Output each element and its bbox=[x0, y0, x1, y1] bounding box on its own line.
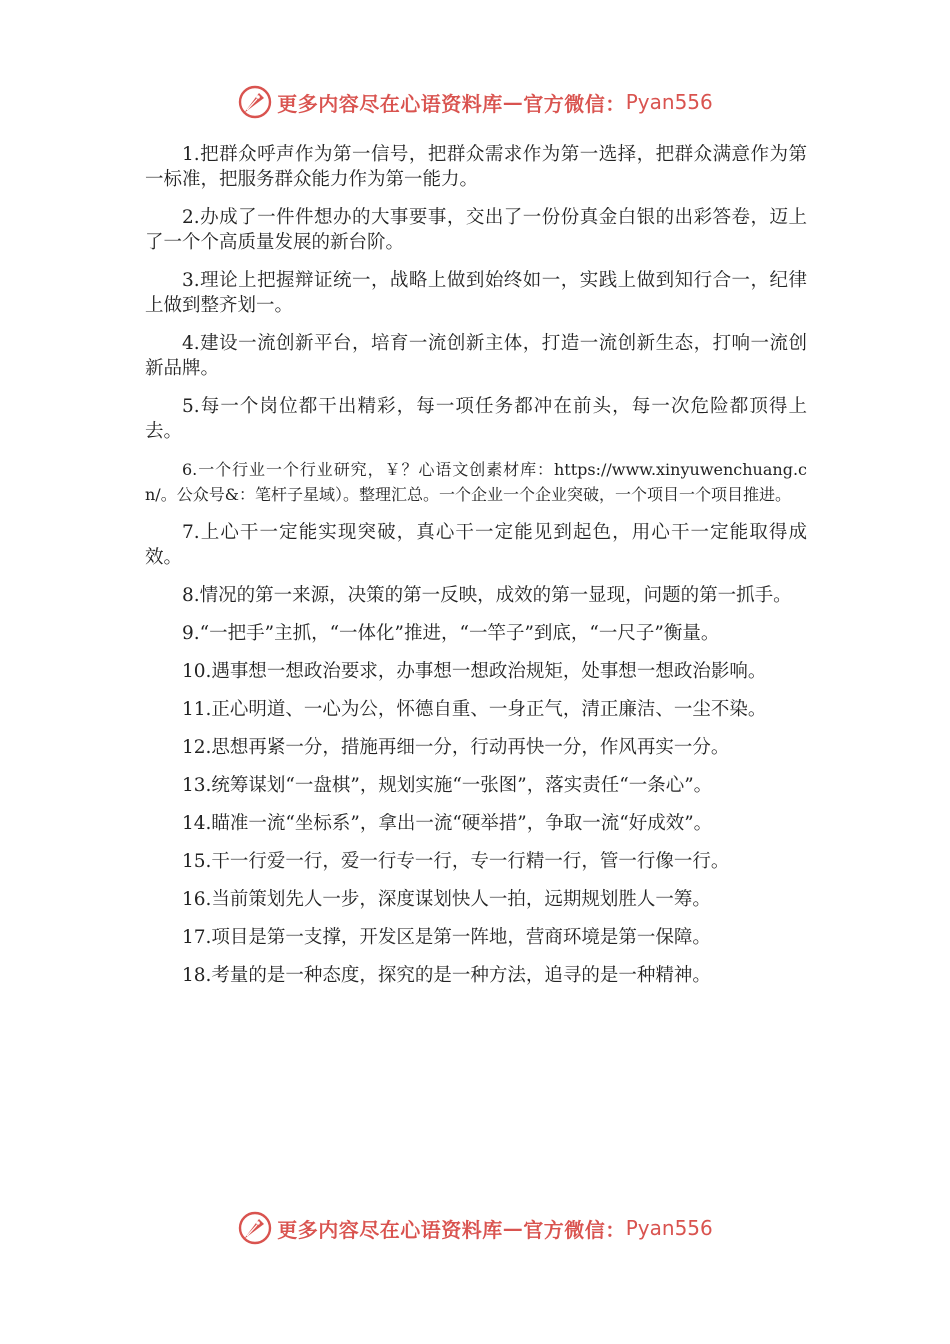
list-item: 18.考量的是一种态度，探究的是一种方法，追寻的是一种精神。 bbox=[182, 965, 711, 986]
list-item: 17.项目是第一支撑，开发区是第一阵地，营商环境是第一保障。 bbox=[182, 927, 711, 948]
list-item: 10.遇事想一想政治要求，办事想一想政治规矩，处事想一想政治影响。 bbox=[182, 661, 767, 682]
list-item: 9.“一把手”主抓，“一体化”推进，“一竿子”到底，“一尺子”衡量。 bbox=[182, 623, 720, 644]
list-item: 8.情况的第一来源，决策的第一反映，成效的第一显现，问题的第一抓手。 bbox=[182, 585, 792, 606]
footer-contact-label: 官方微信： bbox=[523, 1217, 626, 1242]
header-brand-text: 更多内容尽在心语资料库 bbox=[277, 91, 503, 116]
list-item: 6.一个行业一个行业研究，￥？心语文创素材库：https://www.xinyuwenchuang.cn/。公众号&：笔杆子星域）。整理汇总。一个企业一个企业突破，一个项目一个项目推进。 bbox=[145, 460, 807, 504]
list-item: 7.上心干一定能实现突破，真心干一定能见到起色，用心干一定能取得成效。 bbox=[145, 522, 807, 568]
list-item: 1.把群众呼声作为第一信号，把群众需求作为第一选择，把群众满意作为第一标准，把服务群众能力作为第一能力。 bbox=[145, 144, 807, 190]
list-item: 3.理论上把握辩证统一，战略上做到始终如一，实践上做到知行合一，纪律上做到整齐划一。 bbox=[145, 270, 807, 316]
list-item: 14.瞄准一流“坐标系”，拿出一流“硬举措”，争取一流“好成效”。 bbox=[182, 813, 713, 834]
footer-contact-id: Pyan556 bbox=[625, 1216, 713, 1240]
list-item: 13.统筹谋划“一盘棋”，规划实施“一张图”，落实责任“一条心”。 bbox=[182, 775, 713, 796]
header-contact-label: 官方微信： bbox=[523, 91, 626, 116]
header-contact-id: Pyan556 bbox=[625, 90, 713, 114]
list-item: 12.思想再紧一分，措施再细一分，行动再快一分，作风再实一分。 bbox=[182, 737, 730, 758]
footer-banner bbox=[0, 1208, 950, 1248]
list-item: 15.干一行爱一行，爱一行专一行，专一行精一行，管一行像一行。 bbox=[182, 851, 730, 872]
footer-dash: — bbox=[502, 1216, 524, 1240]
list-item: 2.办成了一件件想办的大事要事，交出了一份份真金白银的出彩答卷，迈上了一个个高质量发展的新台阶。 bbox=[145, 207, 807, 253]
header-banner bbox=[0, 82, 950, 122]
list-item: 4.建设一流创新平台，培育一流创新主体，打造一流创新生态，打响一流创新品牌。 bbox=[145, 333, 807, 379]
document-body bbox=[145, 142, 807, 1001]
list-item: 11.正心明道、一心为公，怀德自重、一身正气，清正廉洁、一尘不染。 bbox=[182, 699, 767, 720]
list-item: 5.每一个岗位都干出精彩，每一项任务都冲在前头，每一次危险都顶得上去。 bbox=[145, 396, 807, 442]
pen-nib-logo-icon bbox=[237, 84, 273, 120]
footer-brand-text: 更多内容尽在心语资料库 bbox=[277, 1217, 503, 1242]
list-item: 16.当前策划先人一步，深度谋划快人一拍，远期规划胜人一筹。 bbox=[182, 889, 711, 910]
header-dash: — bbox=[502, 90, 524, 114]
pen-nib-logo-icon bbox=[237, 1210, 273, 1246]
